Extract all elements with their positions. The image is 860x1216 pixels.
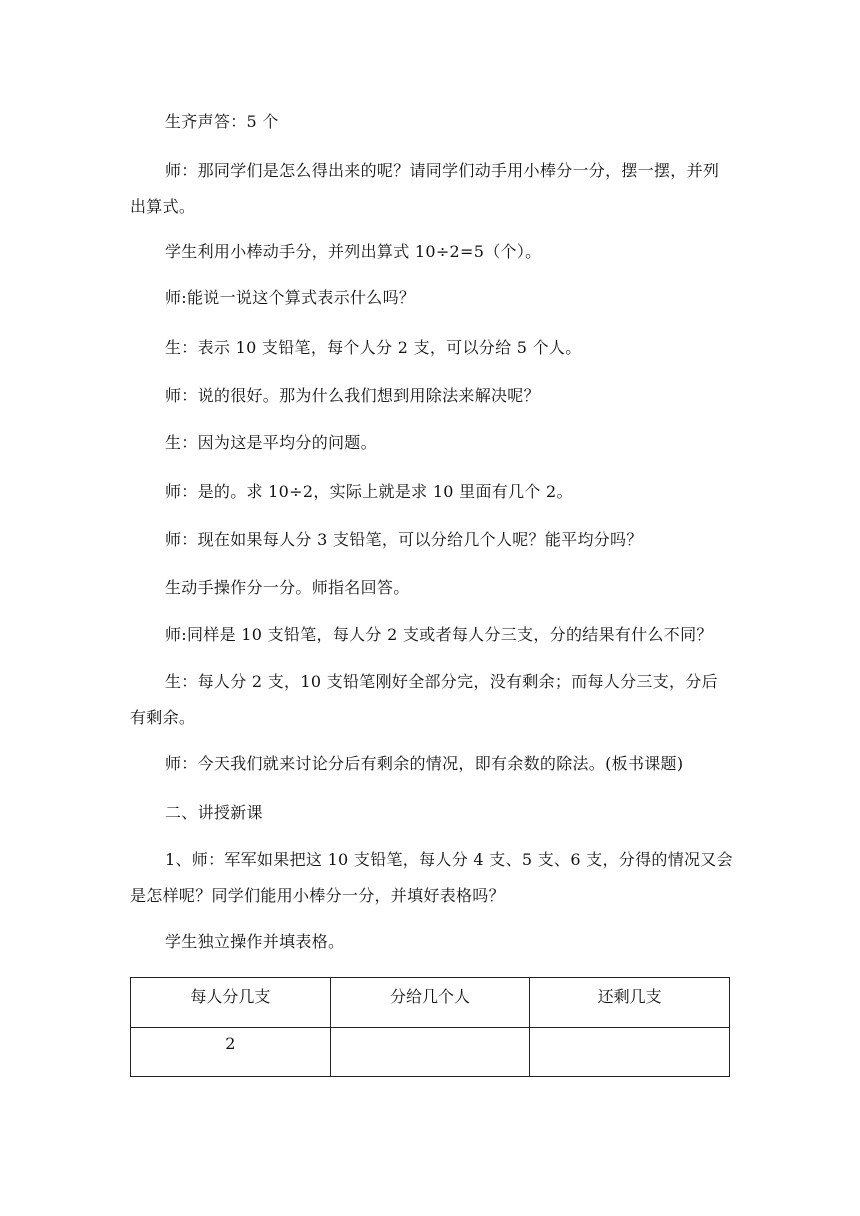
paragraph: 师：说的很好。那为什么我们想到用除法来解决呢？ — [165, 386, 540, 405]
paragraph: 师：是的。求 10÷2，实际上就是求 10 里面有几个 2。 — [165, 482, 573, 501]
table-cell: 2 — [131, 1028, 331, 1077]
paragraph: 学生独立操作并填表格。 — [165, 932, 345, 951]
section-heading: 二、讲授新课 — [165, 803, 263, 822]
paragraph: 师:能说一说这个算式表示什么吗？ — [165, 288, 416, 307]
paragraph: 生动手操作分一分。师指名回答。 — [165, 578, 410, 597]
paragraph: 师：现在如果每人分 3 支铅笔，可以分给几个人呢？能平均分吗？ — [165, 530, 643, 549]
table-header-cell: 还剩几支 — [530, 978, 730, 1028]
table-header-cell: 每人分几支 — [131, 978, 331, 1028]
paragraph: 生齐声答：5 个 — [165, 112, 279, 131]
table-cell — [530, 1028, 730, 1077]
table-cell — [330, 1028, 530, 1077]
table-header-row — [131, 978, 730, 1028]
paragraph: 学生利用小棒动手分，并列出算式 10÷2=5（个）。 — [165, 242, 542, 261]
table-row — [131, 1028, 730, 1077]
paragraph: 师：那同学们是怎么得出来的呢？请同学们动手用小棒分一分，摆一摆，并列出算式。 — [130, 161, 720, 216]
paragraph: 生：表示 10 支铅笔，每个人分 2 支，可以分给 5 个人。 — [165, 338, 582, 357]
paragraph: 生：因为这是平均分的问题。 — [165, 433, 377, 452]
table-header-cell: 分给几个人 — [330, 978, 530, 1028]
paragraph: 生：每人分 2 支，10 支铅笔刚好全部分完，没有剩余；而每人分三支，分后有剩余。 — [130, 672, 718, 727]
data-table — [130, 977, 730, 1077]
paragraph: 1、师：军军如果把这 10 支铅笔，每人分 4 支、5 支、6 支，分得的情况又会是怎样呢？同学们能用小棒分一分，并填好表格吗？ — [130, 850, 733, 905]
paragraph: 师:同样是 10 支铅笔，每人分 2 支或者每人分三支，分的结果有什么不同？ — [165, 625, 713, 644]
paragraph: 师：今天我们就来讨论分后有剩余的情况，即有余数的除法。(板书课题) — [165, 754, 684, 773]
